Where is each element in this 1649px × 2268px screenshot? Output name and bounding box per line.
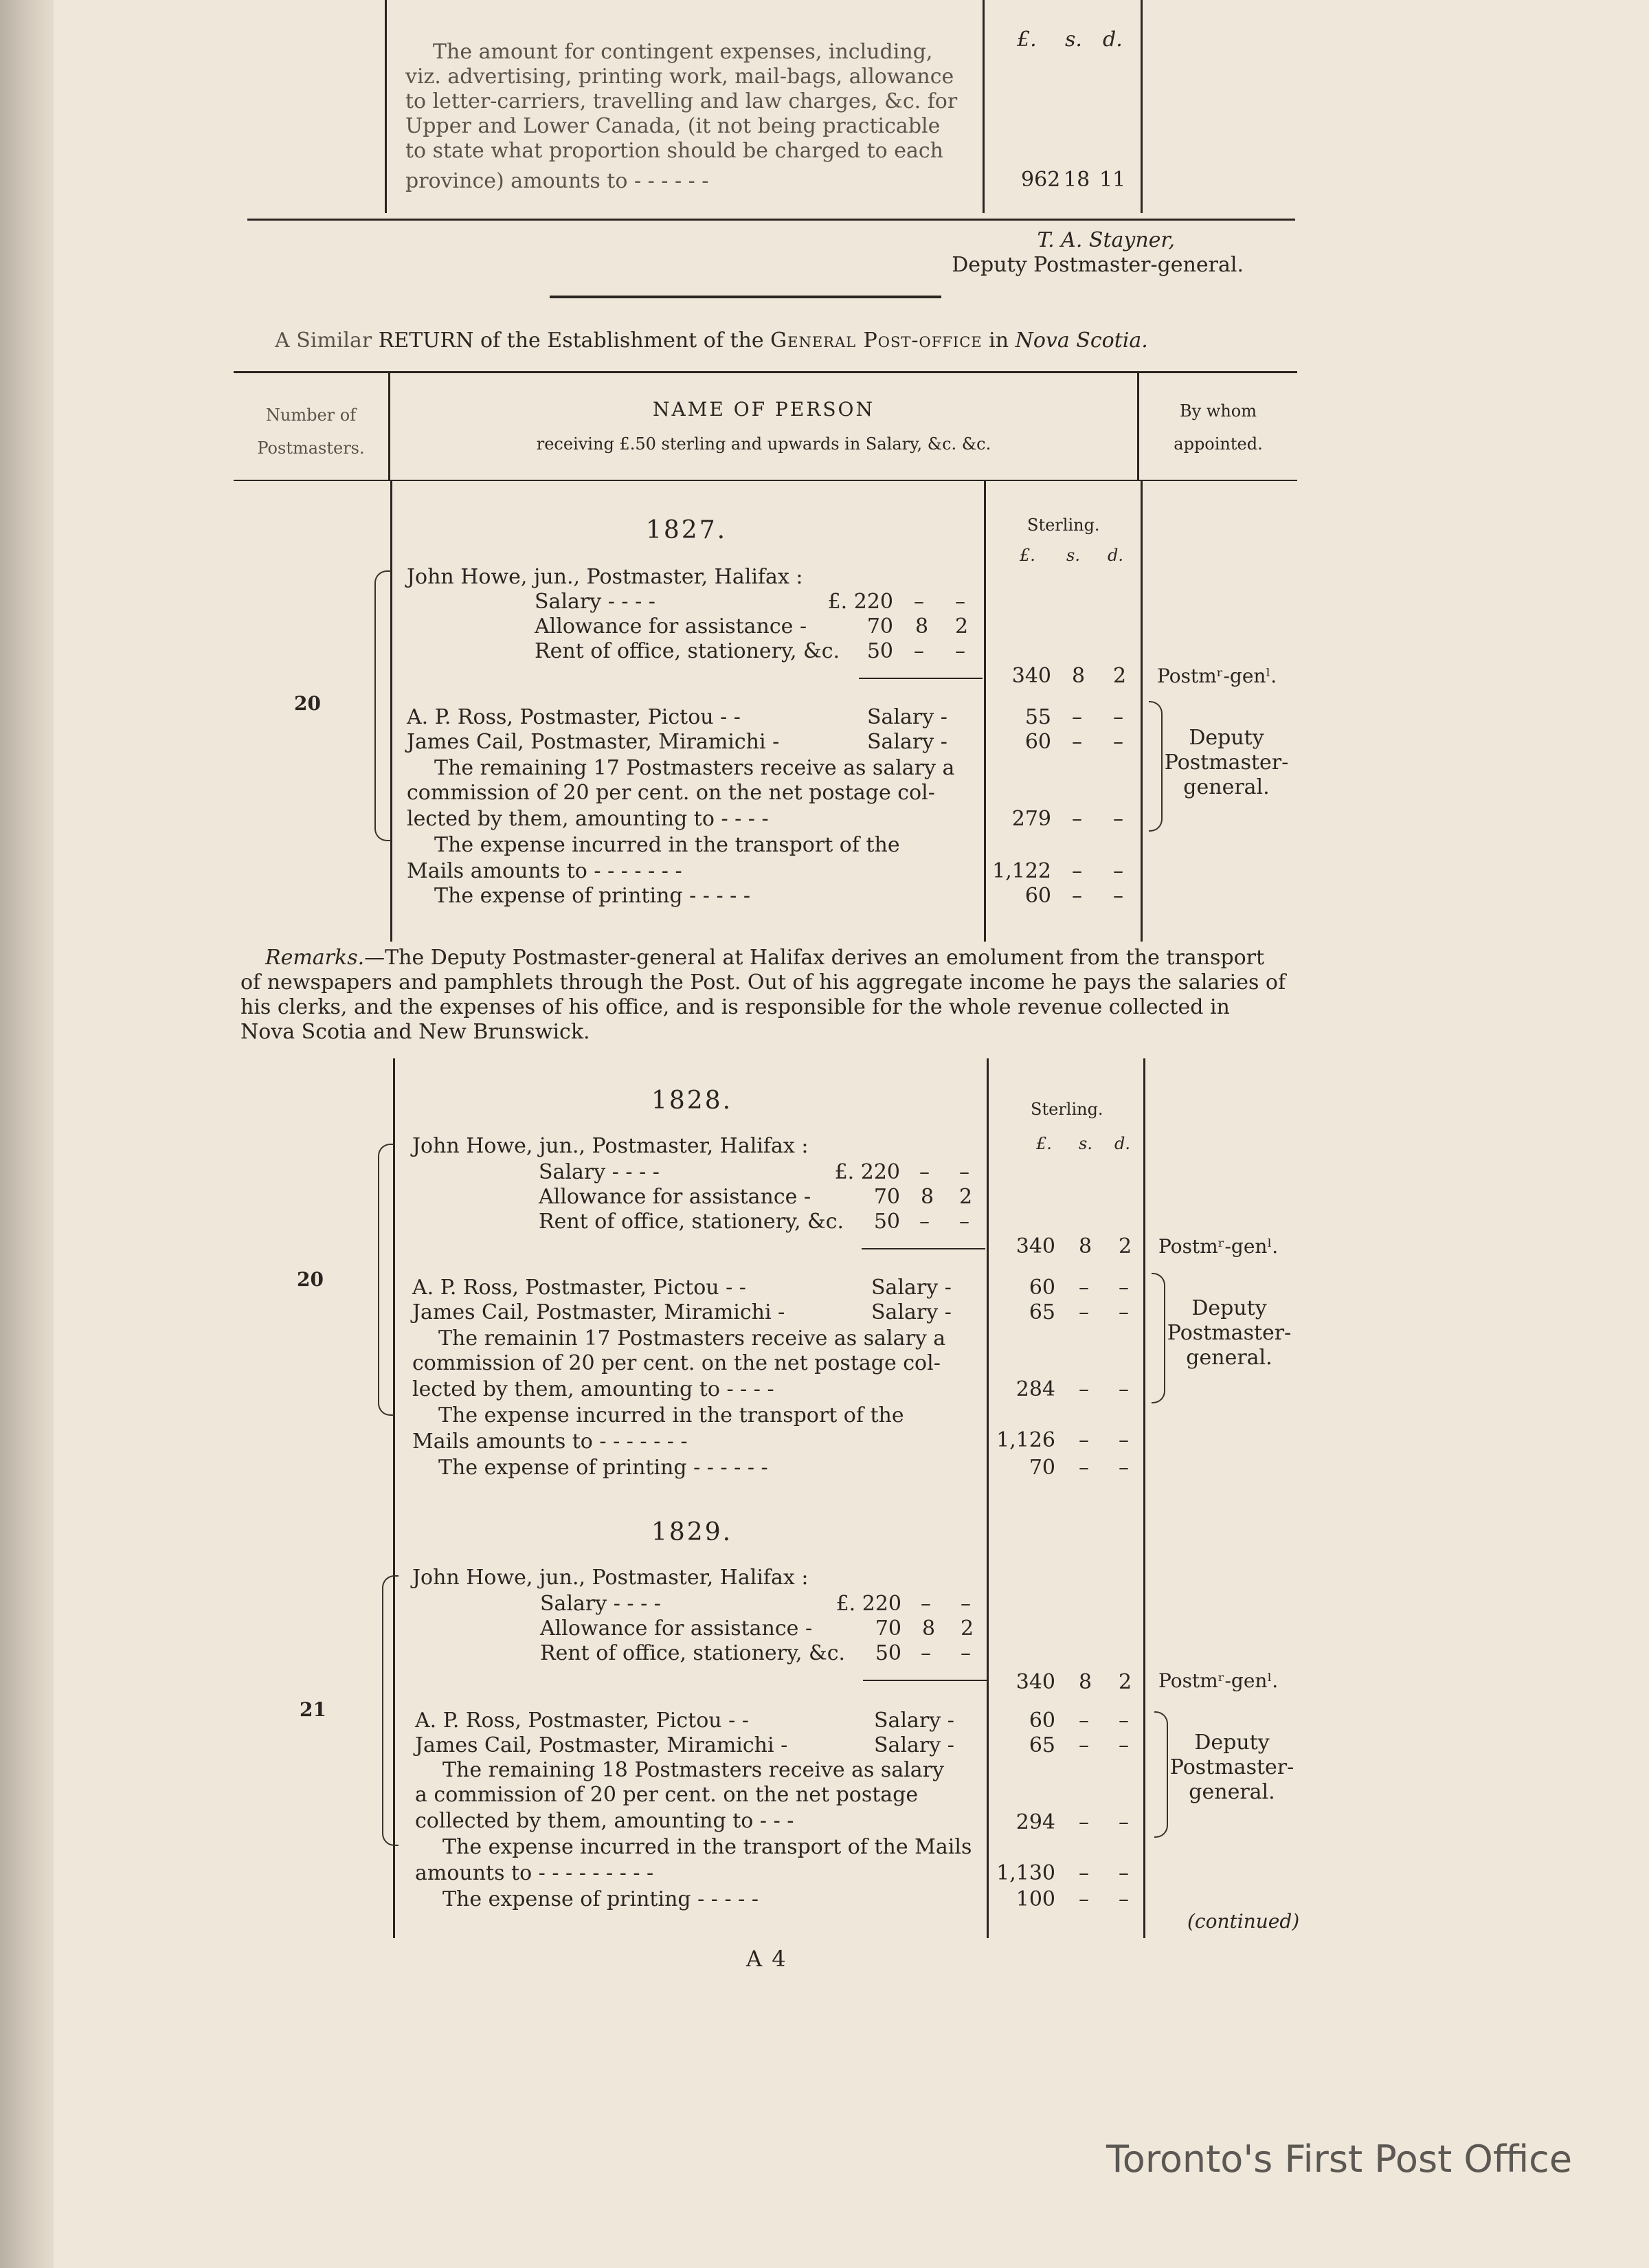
contingent-line: to state what proportion should be charged to each <box>405 139 943 163</box>
ross-type-1829: Salary - <box>874 1709 954 1733</box>
remaining-amt-s-1828: – <box>1079 1377 1089 1401</box>
header-postmasters: Postmasters. <box>257 438 365 458</box>
howe-item-l: 70 <box>866 614 893 638</box>
remaining-amt-l-1828: 284 <box>1016 1377 1055 1401</box>
howe-item-s: 8 <box>922 1616 936 1641</box>
printing-line-1829: The expense of printing - - - - - <box>442 1887 759 1911</box>
printing-amt-l-1827: 60 <box>1024 884 1051 908</box>
cail-amt-l-1827: 60 <box>1024 730 1051 754</box>
howe-item-s: – <box>921 1592 931 1616</box>
transport-line-1829: amounts to - - - - - - - - - <box>415 1861 654 1885</box>
year-1829: 1829. <box>651 1518 733 1546</box>
howe-item-l: 50 <box>866 639 893 663</box>
transport-line-1827: Mails amounts to - - - - - - - <box>407 859 682 883</box>
cail-amt-l-1829: 65 <box>1029 1733 1055 1757</box>
ross-amt-d-1828: – <box>1119 1276 1129 1300</box>
howe-item-d: – <box>955 639 965 663</box>
howe-item-d: – <box>959 1210 969 1234</box>
cail-amt-l-1828: 65 <box>1029 1300 1055 1324</box>
sterling-label-1827: Sterling. <box>1027 515 1100 535</box>
remarks-text: —The Deputy Postmaster-general at Halifax derives an emolument from the transport <box>364 946 1265 970</box>
transport-line-1828: The expense incurred in the transport of the <box>438 1403 904 1427</box>
book-spine-shadow <box>0 0 54 2268</box>
cail-amt-d-1828: – <box>1119 1300 1129 1324</box>
howe-item-s: – <box>914 590 924 614</box>
howe-item-label: Rent of office, stationery, &c. <box>539 1210 844 1234</box>
transport-amt-d-1827: – <box>1113 859 1123 883</box>
howe-heading-1828: John Howe, jun., Postmaster, Halifax : <box>412 1134 809 1158</box>
ross-name-1828: A. P. Ross, Postmaster, Pictou - - <box>412 1276 746 1300</box>
howe-item-l: 50 <box>875 1641 901 1665</box>
howe-item-l: 50 <box>873 1210 900 1234</box>
others-appointed-1829: Postmaster- <box>1169 1755 1294 1779</box>
ross-type-1828: Salary - <box>871 1276 952 1300</box>
howe-total-s: 8 <box>1072 664 1086 688</box>
remaining-amt-d-1827: – <box>1113 807 1123 831</box>
brace-1827 <box>374 570 391 841</box>
currency-d-1827: d. <box>1108 546 1123 565</box>
contingent-line: Upper and Lower Canada, (it not being practicable <box>405 114 941 138</box>
transport-line-1829: The expense incurred in the transport of the Mails <box>442 1835 972 1859</box>
ross-name-1829: A. P. Ross, Postmaster, Pictou - - <box>415 1709 749 1733</box>
printing-amt-l-1829: 100 <box>1016 1887 1055 1911</box>
howe-item-label: Rent of office, stationery, &c. <box>540 1641 846 1665</box>
others-brace-1827 <box>1149 701 1163 832</box>
howe-subtotal-rule <box>862 1248 985 1249</box>
transport-amt-l-1829: 1,130 <box>996 1861 1055 1885</box>
howe-item-d: 2 <box>961 1616 974 1641</box>
transport-line-1827: The expense incurred in the transport of the <box>434 833 900 857</box>
cail-amt-d-1827: – <box>1113 730 1123 754</box>
cail-type-1828: Salary - <box>871 1300 952 1324</box>
others-appointed-1828: Postmaster- <box>1167 1321 1292 1345</box>
printing-amt-l-1828: 70 <box>1029 1456 1055 1480</box>
postmaster-count-1829: 21 <box>300 1698 326 1721</box>
howe-item-l: £. 220 <box>834 1160 900 1184</box>
cail-amt-s-1828: – <box>1079 1300 1089 1324</box>
ross-amt-d-1829: – <box>1119 1709 1129 1733</box>
others-brace-1828 <box>1152 1273 1165 1403</box>
header-appointed: appointed. <box>1174 434 1263 454</box>
howe-heading-1827: John Howe, jun., Postmaster, Halifax : <box>407 565 803 589</box>
printing-amt-s-1829: – <box>1079 1887 1089 1911</box>
cail-amt-s-1827: – <box>1072 730 1082 754</box>
remaining-line-1827: The remaining 17 Postmasters receive as salary a <box>434 756 955 780</box>
others-appointed-1827: general. <box>1183 775 1270 799</box>
remaining-amt-d-1829: – <box>1119 1810 1129 1834</box>
remarks-line: Nova Scotia and New Brunswick. <box>240 1020 590 1044</box>
remarks-line: his clerks, and the expenses of his office, and is responsible for the whole revenue collected in <box>240 995 1230 1019</box>
howe-item-l: £. 220 <box>827 590 893 614</box>
printing-line-1827: The expense of printing - - - - - <box>434 884 750 908</box>
ross-amt-l-1829: 60 <box>1029 1709 1055 1733</box>
cail-amt-s-1829: – <box>1079 1733 1089 1757</box>
return-title <box>275 329 1148 353</box>
howe-item-d: – <box>961 1641 971 1665</box>
brace-1828 <box>378 1144 394 1416</box>
top-rule <box>247 219 1295 221</box>
return-title-prefix: A Similar <box>275 329 372 353</box>
top-currency-d: d. <box>1103 27 1123 52</box>
howe-total-l: 340 <box>1016 1670 1055 1694</box>
return-title-middle: of the Establishment of the <box>480 329 764 353</box>
cail-name-1827: James Cail, Postmaster, Miramichi - <box>407 730 780 754</box>
currency-d-1828: d. <box>1114 1134 1130 1153</box>
printing-amt-s-1827: – <box>1072 884 1082 908</box>
transport-amt-d-1829: – <box>1119 1861 1129 1885</box>
remaining-amt-s-1827: – <box>1072 807 1082 831</box>
block-1827-col-mid <box>984 481 986 942</box>
howe-item-label: Salary - - - - <box>539 1160 660 1184</box>
contingent-amount-s: 18 <box>1064 168 1090 192</box>
howe-item-label: Salary - - - - <box>540 1592 661 1616</box>
howe-total-d: 2 <box>1113 664 1127 688</box>
ross-amt-s-1829: – <box>1079 1709 1089 1733</box>
sterling-label-1828: Sterling. <box>1031 1100 1103 1119</box>
howe-item-label: Allowance for assistance - <box>539 1185 811 1209</box>
howe-item-s: 8 <box>921 1185 934 1209</box>
howe-item-d: – <box>959 1160 969 1184</box>
currency-l-1827: £. <box>1020 546 1035 565</box>
brace-1829 <box>382 1575 399 1846</box>
transport-amt-s-1829: – <box>1079 1861 1089 1885</box>
others-appointed-1827: Postmaster- <box>1164 751 1289 775</box>
top-col-divider-right <box>1141 0 1143 213</box>
howe-item-d: 2 <box>959 1185 973 1209</box>
others-appointed-1828: general. <box>1186 1346 1272 1370</box>
howe-item-label: Rent of office, stationery, &c. <box>535 639 840 663</box>
header-col-divider-right <box>1137 371 1139 481</box>
top-currency-s: s. <box>1065 27 1082 52</box>
header-col-divider-left <box>388 371 390 481</box>
continued-note: (continued) <box>1187 1910 1300 1933</box>
remaining-line-1829: collected by them, amounting to - - - <box>415 1809 794 1833</box>
currency-s-1827: s. <box>1066 546 1080 565</box>
top-col-divider-left <box>385 0 387 213</box>
block-1828-col-right <box>1143 1058 1145 1938</box>
transport-amt-s-1828: – <box>1079 1428 1089 1452</box>
howe-total-s: 8 <box>1079 1234 1092 1258</box>
signature-title: Deputy Postmaster-general. <box>952 253 1244 277</box>
ross-amt-s-1827: – <box>1072 705 1082 729</box>
others-appointed-1829: general. <box>1189 1780 1275 1804</box>
remaining-line-1828: The remainin 17 Postmasters receive as salary a <box>438 1326 946 1350</box>
howe-item-l: 70 <box>873 1185 900 1209</box>
howe-subtotal-rule <box>863 1680 987 1681</box>
others-appointed-1827: Deputy <box>1189 726 1264 750</box>
header-bottom-rule <box>234 480 1297 481</box>
howe-subtotal-rule <box>859 678 983 679</box>
howe-item-label: Salary - - - - <box>535 590 655 614</box>
howe-total-d: 2 <box>1119 1234 1132 1258</box>
remarks-line-1 <box>265 946 1264 970</box>
howe-item-label: Allowance for assistance - <box>535 614 807 638</box>
return-title-office: General Post-office <box>770 329 983 353</box>
ross-amt-s-1828: – <box>1079 1276 1089 1300</box>
printing-amt-s-1828: – <box>1079 1456 1089 1480</box>
year-1828: 1828. <box>651 1087 733 1115</box>
howe-item-l: £. 220 <box>835 1592 901 1616</box>
ross-amt-l-1828: 60 <box>1029 1276 1055 1300</box>
contingent-line: to letter-carriers, travelling and law charges, &c. for <box>405 89 958 113</box>
currency-l-1828: £. <box>1036 1134 1052 1153</box>
howe-item-label: Allowance for assistance - <box>540 1616 813 1641</box>
watermark-text: Toronto's First Post Office <box>1106 2137 1573 2181</box>
contingent-amount-d: 11 <box>1099 168 1126 192</box>
header-by-whom: By whom <box>1179 401 1257 421</box>
contingent-line: province) amounts to - - - - - - <box>405 169 709 193</box>
ross-amt-d-1827: – <box>1113 705 1123 729</box>
transport-line-1828: Mails amounts to - - - - - - - <box>412 1430 688 1454</box>
transport-amt-l-1828: 1,126 <box>996 1428 1055 1452</box>
top-currency-l: £. <box>1017 27 1037 52</box>
others-appointed-1829: Deputy <box>1194 1731 1270 1755</box>
printing-amt-d-1827: – <box>1113 884 1123 908</box>
cail-type-1827: Salary - <box>867 730 947 754</box>
howe-total-s: 8 <box>1079 1670 1092 1694</box>
return-title-place: Nova Scotia. <box>1015 329 1148 353</box>
remarks-line: of newspapers and pamphlets through the Post. Out of his aggregate income he pays the salaries of <box>240 970 1286 994</box>
transport-amt-l-1827: 1,122 <box>992 859 1051 883</box>
cail-name-1829: James Cail, Postmaster, Miramichi - <box>415 1733 788 1757</box>
howe-appointed-1828: Postmʳ-genˡ. <box>1158 1235 1279 1258</box>
howe-item-s: – <box>919 1160 930 1184</box>
contingent-line: viz. advertising, printing work, mail-bags, allowance <box>405 65 954 89</box>
header-receiving: receiving £.50 sterling and upwards in Salary, &c. &c. <box>536 434 991 454</box>
remaining-line-1828: lected by them, amounting to - - - - <box>412 1377 774 1401</box>
block-1828-col-mid <box>987 1058 989 1938</box>
howe-total-l: 340 <box>1016 1234 1055 1258</box>
year-1827: 1827. <box>646 516 728 544</box>
remaining-line-1827: lected by them, amounting to - - - - <box>407 807 769 831</box>
signature-name: T. A. Stayner, <box>1037 228 1175 252</box>
printing-amt-d-1828: – <box>1119 1456 1129 1480</box>
cail-type-1829: Salary - <box>874 1733 954 1757</box>
cail-amt-d-1829: – <box>1119 1733 1129 1757</box>
contingent-amount-l: 962 <box>1021 168 1061 192</box>
remaining-amt-l-1829: 294 <box>1016 1810 1055 1834</box>
howe-item-s: – <box>914 639 924 663</box>
transport-amt-d-1828: – <box>1119 1428 1129 1452</box>
others-appointed-1828: Deputy <box>1191 1296 1267 1320</box>
others-brace-1829 <box>1154 1711 1168 1838</box>
ross-amt-l-1827: 55 <box>1024 705 1051 729</box>
short-separator-rule <box>550 296 941 298</box>
remaining-amt-d-1828: – <box>1119 1377 1129 1401</box>
howe-item-d: – <box>955 590 965 614</box>
return-title-in: in <box>989 329 1009 353</box>
postmaster-count-1827: 20 <box>294 692 321 715</box>
howe-appointed-1829: Postmʳ-genˡ. <box>1158 1669 1279 1692</box>
howe-item-s: – <box>919 1210 930 1234</box>
howe-heading-1829: John Howe, jun., Postmaster, Halifax : <box>412 1566 809 1590</box>
remaining-line-1827: commission of 20 per cent. on the net postage col- <box>407 781 935 805</box>
howe-appointed-1827: Postmʳ-genˡ. <box>1157 665 1277 687</box>
remaining-line-1829: The remaining 18 Postmasters receive as salary <box>442 1758 944 1782</box>
howe-item-d: 2 <box>955 614 969 638</box>
cail-name-1828: James Cail, Postmaster, Miramichi - <box>412 1300 785 1324</box>
ross-name-1827: A. P. Ross, Postmaster, Pictou - - <box>407 705 741 729</box>
header-name-of-person: NAME OF PERSON <box>652 398 875 421</box>
page-number: A 4 <box>746 1946 787 1972</box>
howe-item-l: 70 <box>875 1616 901 1641</box>
howe-total-d: 2 <box>1119 1670 1132 1694</box>
howe-total-l: 340 <box>1011 664 1051 688</box>
howe-item-d: – <box>961 1592 971 1616</box>
remaining-line-1828: commission of 20 per cent. on the net postage col- <box>412 1351 941 1375</box>
printing-line-1828: The expense of printing - - - - - - <box>438 1456 768 1480</box>
postmaster-count-1828: 20 <box>297 1268 324 1291</box>
top-col-divider-mid <box>983 0 985 213</box>
ross-type-1827: Salary - <box>867 705 947 729</box>
howe-item-s: – <box>921 1641 931 1665</box>
remaining-amt-s-1829: – <box>1079 1810 1089 1834</box>
howe-item-s: 8 <box>915 614 929 638</box>
contingent-line: The amount for contingent expenses, including, <box>433 40 933 64</box>
remaining-line-1829: a commission of 20 per cent. on the net postage <box>415 1783 919 1807</box>
remarks-label: Remarks. <box>265 946 365 970</box>
return-title-word: RETURN <box>378 329 474 353</box>
block-1827-col-right <box>1141 481 1143 942</box>
currency-s-1828: s. <box>1079 1134 1092 1153</box>
transport-amt-s-1827: – <box>1072 859 1082 883</box>
printing-amt-d-1829: – <box>1119 1887 1129 1911</box>
header-number-of: Number of <box>265 405 357 425</box>
remaining-amt-l-1827: 279 <box>1011 807 1051 831</box>
